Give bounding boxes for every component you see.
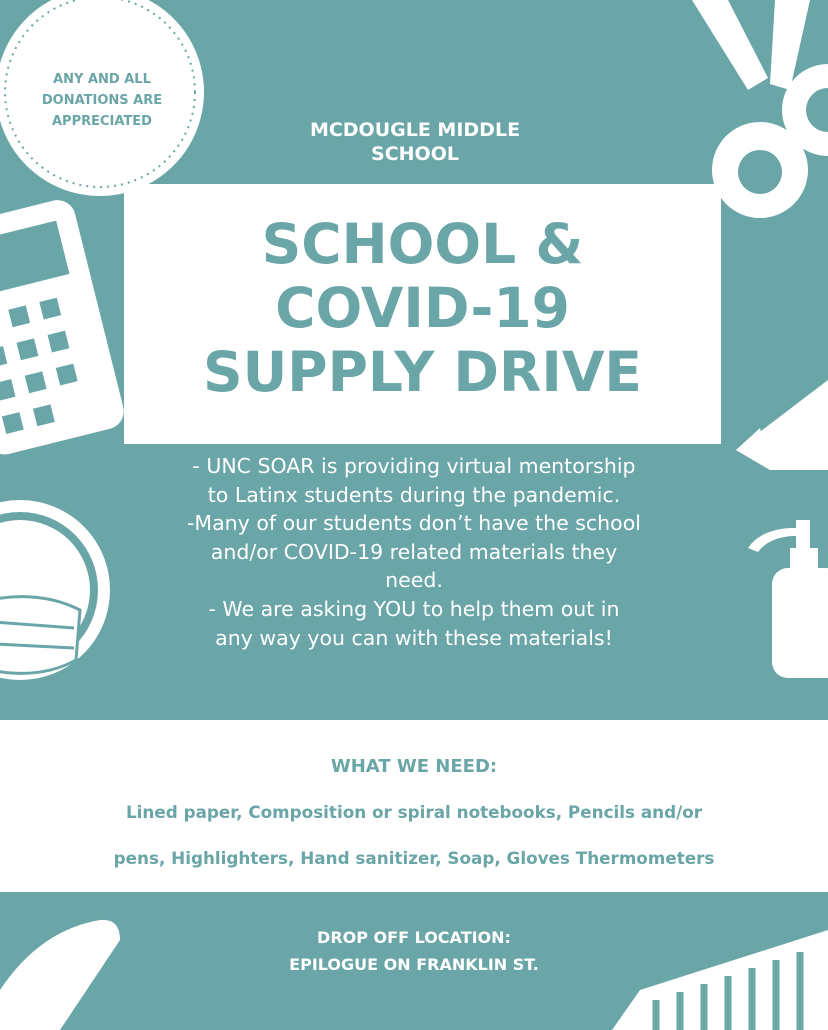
dropoff-info	[200, 924, 628, 978]
description	[84, 452, 744, 652]
title-line-2: COVID-19	[275, 276, 570, 340]
description-line: to Latinx students during the pandemic.	[207, 482, 621, 507]
needs-panel	[0, 720, 828, 892]
calculator-icon	[0, 196, 128, 458]
needs-list-line-2: pens, Highlighters, Hand sanitizer, Soap, Gloves Thermometers	[113, 848, 715, 868]
title-line-3: SUPPLY DRIVE	[203, 340, 642, 404]
badge-text: ANY AND ALL DONATIONS ARE APPRECIATED	[41, 71, 163, 129]
school-name: MCDOUGLE MIDDLE SCHOOL	[309, 119, 521, 165]
pencil-icon	[736, 380, 828, 470]
description-line: - We are asking YOU to help them out in	[208, 596, 620, 621]
eraser-icon	[0, 920, 120, 1030]
dropoff-location: EPILOGUE ON FRANKLIN ST.	[289, 955, 539, 974]
description-line: any way you can with these materials!	[215, 625, 613, 650]
description-line: need.	[385, 568, 443, 593]
ruler-icon	[612, 930, 828, 1030]
description-line: - UNC SOAR is providing virtual mentorship	[192, 454, 636, 478]
hand-sanitizer-icon	[748, 520, 828, 678]
donations-badge	[12, 20, 192, 180]
title-line-1: SCHOOL &	[261, 212, 584, 276]
dropoff-heading: DROP OFF LOCATION:	[317, 928, 511, 947]
title-box	[124, 184, 721, 444]
needs-heading: WHAT WE NEED:	[330, 756, 498, 777]
description-line: and/or COVID-19 related materials they	[210, 539, 618, 564]
description-line: -Many of our students don’t have the school	[187, 511, 641, 536]
needs-list-line-1: Lined paper, Composition or spiral notebooks, Pencils and/or	[125, 802, 703, 822]
